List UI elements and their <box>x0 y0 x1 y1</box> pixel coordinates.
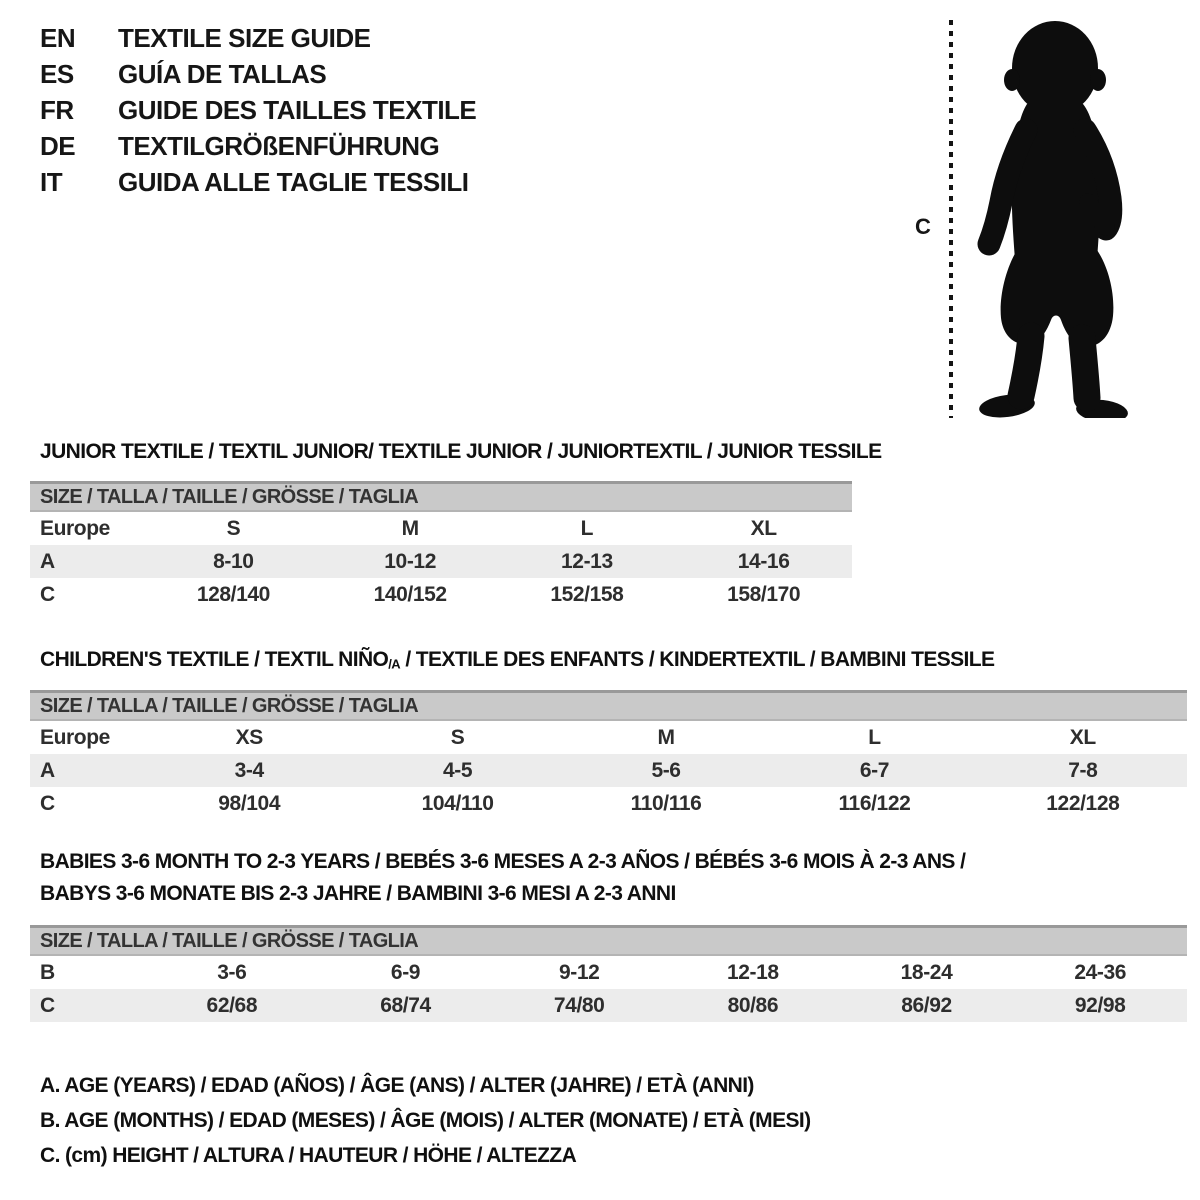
table-row <box>30 754 1187 787</box>
language-row <box>40 92 476 128</box>
table-row <box>30 545 852 578</box>
size-value: 12-18 <box>726 960 779 984</box>
height-figure <box>895 12 1165 424</box>
title-subscript: /A <box>388 656 401 672</box>
size-value: 98/104 <box>218 791 281 815</box>
size-value: 14-16 <box>737 549 790 573</box>
size-value: S <box>450 725 465 749</box>
language-title: TEXTILE SIZE GUIDE <box>118 22 371 53</box>
row-label: C <box>40 791 55 815</box>
size-value: 116/122 <box>838 791 911 815</box>
size-value: 122/128 <box>1046 791 1120 815</box>
size-value: 86/92 <box>901 993 952 1017</box>
size-value: 7-8 <box>1068 758 1098 782</box>
size-value: 4-5 <box>443 758 473 782</box>
language-title-list <box>40 20 476 200</box>
row-label: A <box>40 758 55 782</box>
table-row <box>30 578 852 611</box>
size-value: 8-10 <box>213 549 254 573</box>
row-label: A <box>40 549 55 573</box>
section-title <box>40 436 882 468</box>
section-title <box>40 846 965 910</box>
row-label: C <box>40 993 55 1017</box>
language-code: EN <box>40 22 76 53</box>
row-label: Europe <box>40 516 110 540</box>
size-value: XS <box>235 725 263 749</box>
size-value: 9-12 <box>558 960 600 984</box>
size-header-bar: SIZE / TALLA / TAILLE / GRÖSSE / TAGLIA <box>30 481 852 512</box>
title-text: BABYS 3-6 MONATE BIS 2-3 JAHRE / BAMBINI 3-6 MESI A 2-3 ANNI <box>40 882 676 905</box>
title-text: CHILDREN'S TEXTILE / TEXTIL NIÑO <box>40 648 389 671</box>
language-code: IT <box>40 166 63 197</box>
title-text: BABIES 3-6 MONTH TO 2-3 YEARS / BEBÉS 3-6 MESES A 2-3 AÑOS / BÉBÉS 3-6 MOIS À 2-3 ANS / <box>40 850 966 873</box>
size-value: 62/68 <box>206 993 258 1017</box>
size-value: 3-4 <box>234 758 264 782</box>
size-value: 110/116 <box>630 791 702 815</box>
size-value: 12-13 <box>561 549 613 573</box>
section-title-line <box>40 846 965 878</box>
size-value: 80/86 <box>727 993 779 1017</box>
title-text: / TEXTILE DES ENFANTS / KINDERTEXTIL / BAMBINI TESSILE <box>400 648 995 671</box>
size-value: 6-9 <box>390 960 421 984</box>
row-label: C <box>40 582 55 606</box>
table-row <box>30 956 1187 989</box>
size-table <box>30 925 1187 1022</box>
section-title-line <box>40 436 882 468</box>
height-measure-label: C <box>915 214 931 239</box>
language-row <box>40 128 476 164</box>
size-value: 10-12 <box>384 549 436 573</box>
language-title: GUIDE DES TAILLES TEXTILE <box>118 94 477 125</box>
legend-line: A. AGE (YEARS) / EDAD (AÑOS) / ÂGE (ANS) / ALTER (JAHRE) / ETÀ (ANNI) <box>40 1074 754 1097</box>
size-value: 92/98 <box>1074 993 1126 1017</box>
size-value: M <box>657 725 675 749</box>
language-row <box>40 20 476 56</box>
size-value: 5-6 <box>651 758 681 782</box>
language-row <box>40 164 476 200</box>
size-value: 3-6 <box>217 960 247 984</box>
title-text: JUNIOR TEXTILE / TEXTIL JUNIOR/ TEXTILE JUNIOR / JUNIORTEXTIL / JUNIOR TESSILE <box>40 440 882 463</box>
size-table <box>30 690 1187 820</box>
size-value: XL <box>1069 725 1096 749</box>
legend <box>40 1068 811 1173</box>
legend-line: B. AGE (MONTHS) / EDAD (MESES) / ÂGE (MOIS) / ALTER (MONATE) / ETÀ (MESI) <box>40 1109 811 1132</box>
size-table <box>30 481 852 611</box>
size-value: 74/80 <box>553 993 605 1017</box>
section-title-line <box>40 878 965 910</box>
size-value: 152/158 <box>550 582 624 606</box>
language-title: GUÍA DE TALLAS <box>118 58 327 89</box>
language-row <box>40 56 476 92</box>
legend-line: C. (cm) HEIGHT / ALTURA / HAUTEUR / HÖHE / ALTEZZA <box>40 1144 577 1167</box>
height-dashed-line-icon <box>949 20 953 418</box>
size-header-bar: SIZE / TALLA / TAILLE / GRÖSSE / TAGLIA <box>30 690 1187 721</box>
size-value: XL <box>750 516 777 540</box>
row-label: Europe <box>40 725 110 749</box>
language-title: GUIDA ALLE TAGLIE TESSILI <box>118 166 469 197</box>
size-value: 18-24 <box>900 960 953 984</box>
size-value: S <box>226 516 241 540</box>
section-title-line <box>40 644 994 680</box>
row-label: B <box>40 960 55 984</box>
language-title: TEXTILGRÖßENFÜHRUNG <box>118 130 440 161</box>
table-row <box>30 512 852 545</box>
language-code: FR <box>40 94 74 125</box>
toddler-silhouette-icon <box>971 18 1141 418</box>
section-title <box>40 644 994 680</box>
size-value: 24-36 <box>1074 960 1127 984</box>
size-value: M <box>401 516 419 540</box>
size-value: 128/140 <box>196 582 270 606</box>
table-row <box>30 721 1187 754</box>
size-header-bar: SIZE / TALLA / TAILLE / GRÖSSE / TAGLIA <box>30 925 1187 956</box>
size-value: L <box>580 516 594 540</box>
size-value: L <box>868 725 881 749</box>
table-row <box>30 989 1187 1022</box>
size-value: 158/170 <box>727 582 801 606</box>
size-value: 68/74 <box>380 993 431 1017</box>
size-value: 6-7 <box>859 758 889 782</box>
table-row <box>30 787 1187 820</box>
language-code: DE <box>40 130 76 161</box>
size-value: 104/110 <box>421 791 494 815</box>
language-code: ES <box>40 58 74 89</box>
size-value: 140/152 <box>373 582 447 606</box>
